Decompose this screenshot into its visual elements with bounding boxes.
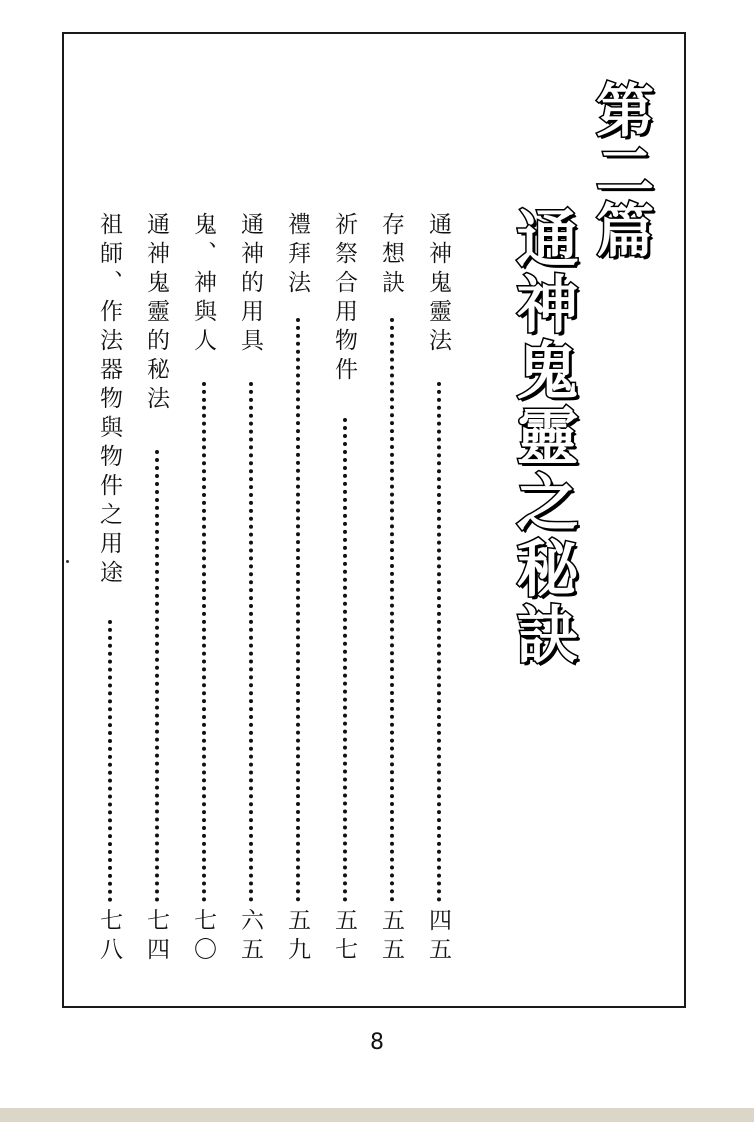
toc-entry[interactable] [421,212,455,982]
toc-entry-title: 禮拜法 [284,212,310,299]
toc-entry-title: 祈祭合用物件 [331,212,357,386]
toc-entry-page: 六五 [237,908,263,966]
toc-entry-title: 祖師、作法器物與物件之用途 [96,212,122,589]
toc-entry[interactable] [233,212,267,982]
dot-leader [437,382,441,902]
toc-entry-title: 鬼、神與人 [190,212,216,357]
part-label: 第二篇 [586,80,654,260]
toc-entry-page: 五五 [378,908,404,966]
toc-entry[interactable] [374,212,408,982]
toc-entry[interactable] [92,212,126,982]
toc-entry-page: 五七 [331,908,357,966]
dot-leader [155,450,159,902]
toc-entry-page: 五九 [284,908,310,966]
dot-leader [296,318,300,902]
toc-entry[interactable] [186,212,220,982]
scan-speck [66,560,69,563]
toc-entry-page: 七〇 [190,908,216,966]
toc-entry[interactable] [327,212,361,982]
part-title: 通神鬼靈之秘訣 [506,206,579,668]
toc-entry-title: 存想訣 [378,212,404,299]
scan-edge-strip [0,1108,754,1122]
dot-leader [249,382,253,902]
toc-entry-title: 通神的用具 [237,212,263,357]
toc-entry[interactable] [139,212,173,982]
toc-entry[interactable] [280,212,314,982]
dot-leader [390,318,394,902]
dot-leader [108,620,112,902]
toc-entry-title: 通神鬼靈法 [425,212,451,357]
toc-entry-page: 四五 [425,908,451,966]
toc-entry-page: 七八 [96,908,122,966]
toc-entry-page: 七四 [143,908,169,966]
page-number: 8 [370,1030,384,1055]
toc-entry-title: 通神鬼靈的秘法 [143,212,169,415]
dot-leader [202,382,206,902]
dot-leader [343,418,347,902]
